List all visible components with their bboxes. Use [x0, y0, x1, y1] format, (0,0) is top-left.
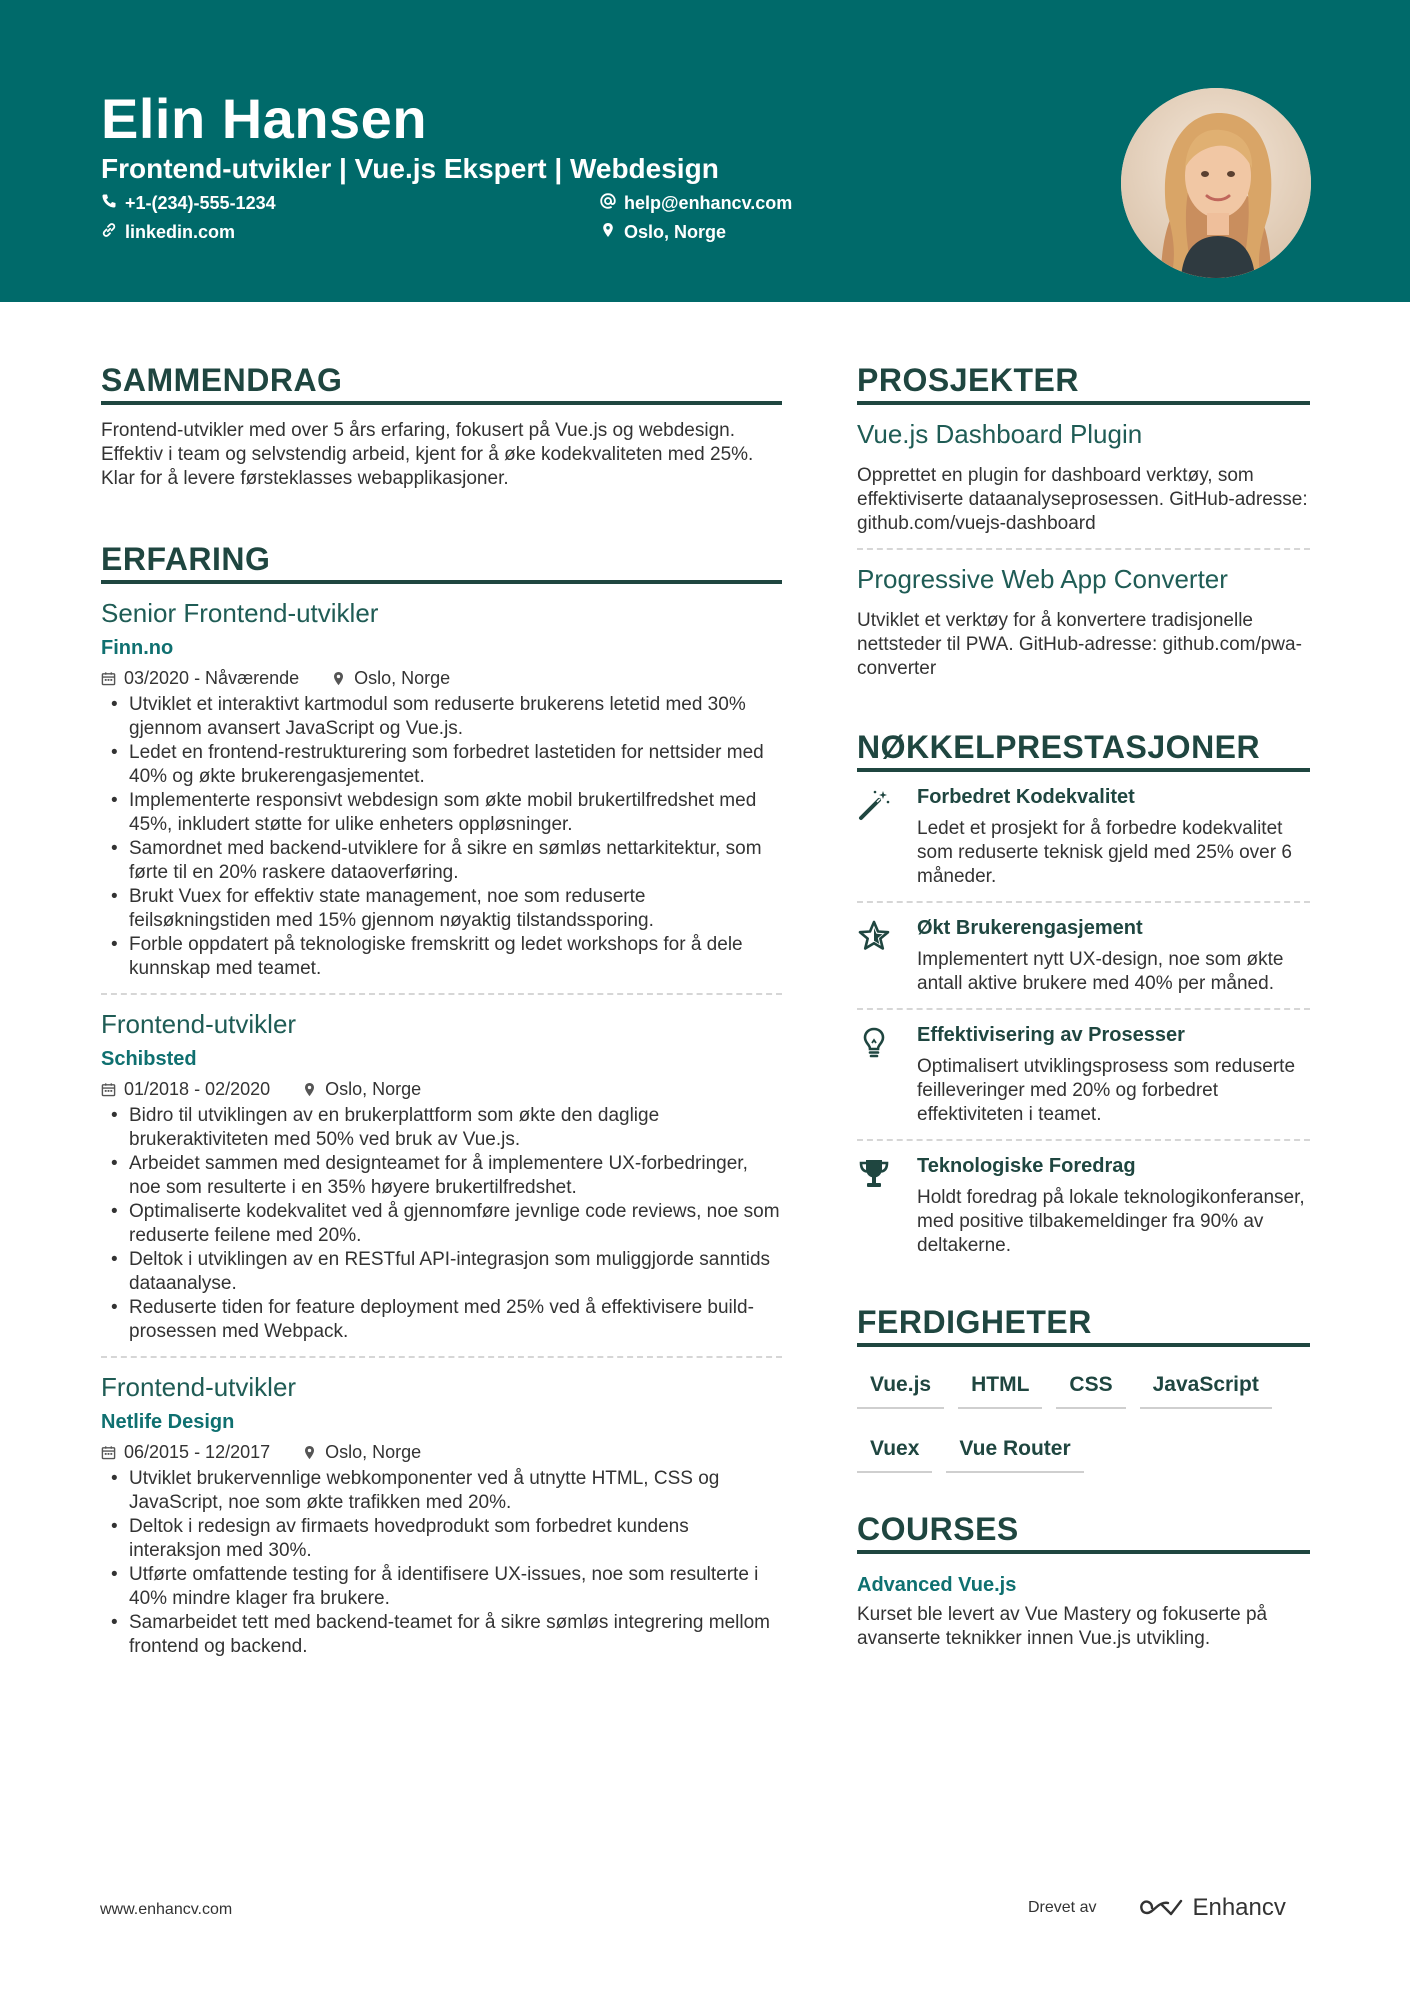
contact-phone: [101, 193, 276, 214]
divider: [857, 1008, 1310, 1010]
project-entry: [857, 419, 1310, 550]
experience-section: [101, 541, 782, 1659]
bullet-item: • Implementerte responsivt webdesign som økte mobil brukertilfredshet med 45%, inkludert støtte for ulike enheters oppløsninger.: [101, 789, 782, 837]
summary-text: Frontend-utvikler med over 5 års erfaring, fokusert på Vue.js og webdesign. Effektiv i team og selvstendig arbeid, kjent for å øke kodekvaliteten med 25%. Klar for å levere førsteklasses webapplikasjoner.: [101, 420, 754, 489]
achievement-title: Teknologiske Foredrag: [917, 1155, 1136, 1177]
project-desc: Utviklet et verktøy for å konvertere tradisjonelle nettsteder til PWA. GitHub-adresse: github.com/pwa-converter: [857, 610, 1302, 679]
achievement-item: [857, 1155, 1310, 1258]
achievement-item: [857, 1024, 1310, 1127]
projects-section: [857, 362, 1310, 681]
skill-tag: HTML: [958, 1365, 1042, 1409]
achievement-item: [857, 786, 1310, 889]
star-icon: [857, 917, 917, 996]
skill-tag: CSS: [1056, 1365, 1125, 1409]
skill-tag: Vue.js: [857, 1365, 944, 1409]
company-name: Netlife Design: [101, 1411, 235, 1433]
divider: [857, 1139, 1310, 1141]
job-dates: [101, 1079, 270, 1100]
company-name: Schibsted: [101, 1048, 197, 1070]
calendar-icon: [101, 1445, 116, 1460]
courses-heading: COURSES: [857, 1511, 1310, 1554]
header: [0, 0, 1410, 302]
skills-heading: FERDIGHETER: [857, 1304, 1310, 1347]
bullet-item: • Bidro til utviklingen av en brukerplattform som økte den daglige brukeraktiviteten med 50% ved bruk av Vue.js.: [101, 1104, 782, 1152]
bullet-item: • Reduserte tiden for feature deployment med 25% ved å effektivisere build-prosessen med Webpack.: [101, 1296, 782, 1344]
brand-name: Enhancv: [1192, 1894, 1286, 1921]
job-dates-text: 01/2018 - 02/2020: [124, 1079, 271, 1099]
job-meta: [101, 1442, 782, 1463]
job-location-text: Oslo, Norge: [325, 1442, 422, 1462]
job-location: [331, 668, 450, 689]
achievement-desc: Implementert nytt UX-design, noe som økte antall aktive brukere med 40% per måned.: [917, 949, 1284, 994]
project-title: Progressive Web App Converter: [857, 564, 1228, 594]
divider: [857, 901, 1310, 903]
bullet-item: • Samarbeidet tett med backend-teamet for å sikre sømløs integrering mellom frontend og backend.: [101, 1611, 782, 1659]
projects-heading: PROSJEKTER: [857, 362, 1310, 405]
footer-url[interactable]: www.enhancv.com: [100, 1901, 233, 1918]
bullet-item: • Utviklet et interaktivt kartmodul som reduserte brukerens letetid med 30% gjennom avansert JavaScript og Vue.js.: [101, 693, 782, 741]
linkedin-text[interactable]: linkedin.com: [125, 222, 236, 242]
job-meta: [101, 1079, 782, 1100]
candidate-name: Elin Hansen: [101, 87, 428, 150]
left-column: [101, 362, 782, 1659]
bullet-item: • Brukt Vuex for effektiv state management, noe som reduserte feilsøkningstiden med 15% gjennom nøyaktig tilstandssporing.: [101, 885, 782, 933]
bullet-item: • Forble oppdatert på teknologiske fremskritt og ledet workshops for å dele kunnskap med teamet.: [101, 933, 782, 981]
job-bullets: [101, 1104, 782, 1344]
profile-photo: [1121, 88, 1311, 278]
calendar-icon: [101, 671, 116, 686]
bullet-item: • Ledet en frontend-restrukturering som forbedret lastetiden for nettsider med 40% og økte brukerengasjementet.: [101, 741, 782, 789]
location-pin-icon: [302, 1445, 317, 1460]
job-title: Senior Frontend-utvikler: [101, 598, 379, 628]
job-dates-text: 06/2015 - 12/2017: [124, 1442, 271, 1462]
achievement-item: [857, 917, 1310, 996]
job-bullets: [101, 1467, 782, 1659]
location-pin-icon: [331, 671, 346, 686]
bullet-item: • Deltok i utviklingen av en RESTful API-integrasjon som muliggjorde sanntids dataanalyse.: [101, 1248, 782, 1296]
link-icon: [101, 222, 117, 243]
calendar-icon: [101, 1082, 116, 1097]
lightbulb-icon: [857, 1024, 917, 1127]
at-icon: [600, 193, 616, 214]
job-title: Frontend-utvikler: [101, 1009, 297, 1039]
skill-tag: Vue Router: [946, 1429, 1083, 1473]
enhancv-logo-icon: [1138, 1896, 1184, 1920]
job-location: [302, 1079, 421, 1100]
right-column: [857, 362, 1310, 1651]
achievement-title: Forbedret Kodekvalitet: [917, 786, 1135, 808]
achievement-title: Effektivisering av Prosesser: [917, 1024, 1185, 1046]
candidate-tagline: Frontend-utvikler | Vue.js Ekspert | Webdesign: [101, 153, 719, 184]
job-entry: [101, 1372, 782, 1659]
project-entry: [857, 564, 1310, 681]
job-location-text: Oslo, Norge: [325, 1079, 422, 1099]
powered-by-label: Drevet av: [1028, 1899, 1097, 1916]
skill-tag: JavaScript: [1140, 1365, 1272, 1409]
summary-section: [101, 362, 782, 491]
achievement-desc: Ledet et prosjekt for å forbedre kodekvalitet som reduserte teknisk gjeld med 25% over 6 måneder.: [917, 818, 1292, 887]
courses-section: [857, 1511, 1310, 1651]
skills-list: [857, 1365, 1310, 1493]
achievement-desc: Optimalisert utviklingsprosess som reduserte feilleveringer med 20% og forbedret effektiviteten i teamet.: [917, 1056, 1296, 1125]
achievement-title: Økt Brukerengasjement: [917, 917, 1143, 939]
location-pin-icon: [600, 222, 616, 243]
trophy-icon: [857, 1155, 917, 1258]
achievements-section: [857, 729, 1310, 1258]
skills-section: [857, 1304, 1310, 1493]
course-desc: Kurset ble levert av Vue Mastery og fokuserte på avanserte teknikker innen Vue.js utvikling.: [857, 1604, 1268, 1649]
phone-text[interactable]: +1-(234)-555-1234: [125, 193, 276, 213]
divider: [101, 1356, 782, 1358]
footer-branding: [1028, 1894, 1286, 1922]
location-text: Oslo, Norge: [624, 222, 727, 242]
job-bullets: [101, 693, 782, 981]
job-title: Frontend-utvikler: [101, 1372, 297, 1402]
brand-logo[interactable]: [1138, 1894, 1285, 1922]
job-dates-text: 03/2020 - Nåværende: [124, 668, 300, 688]
location-pin-icon: [302, 1082, 317, 1097]
bullet-item: • Samordnet med backend-utviklere for å sikre en sømløs nettarkitektur, som førte til en 20% raskere dataoverføring.: [101, 837, 782, 885]
bullet-item: • Optimaliserte kodekvalitet ved å gjennomføre jevnlige code reviews, noe som reduserte feilene med 20%.: [101, 1200, 782, 1248]
job-location: [302, 1442, 421, 1463]
job-entry: [101, 1009, 782, 1358]
job-entry: [101, 598, 782, 995]
contact-location: [600, 222, 726, 243]
magic-wand-icon: [857, 786, 917, 889]
bullet-item: • Arbeidet sammen med designteamet for å implementere UX-forbedringer, noe som resulterte i en 35% høyere brukertilfredshet.: [101, 1152, 782, 1200]
contact-linkedin: [101, 222, 235, 243]
phone-icon: [101, 193, 117, 214]
company-name: Finn.no: [101, 637, 174, 659]
summary-heading: SAMMENDRAG: [101, 362, 782, 405]
bullet-item: • Utviklet brukervennlige webkomponenter ved å utnytte HTML, CSS og JavaScript, noe som økte trafikken med 20%.: [101, 1467, 782, 1515]
email-text[interactable]: help@enhancv.com: [624, 193, 793, 213]
job-dates: [101, 1442, 270, 1463]
achievement-desc: Holdt foredrag på lokale teknologikonferanser, med positive tilbakemeldinger fra 90% av deltakerne.: [917, 1187, 1305, 1256]
experience-heading: ERFARING: [101, 541, 782, 584]
bullet-item: • Utførte omfattende testing for å identifisere UX-issues, noe som resulterte i 40% mindre klager fra brukere.: [101, 1563, 782, 1611]
skill-tag: Vuex: [857, 1429, 932, 1473]
job-location-text: Oslo, Norge: [354, 668, 451, 688]
contact-email: [600, 193, 792, 214]
divider: [857, 548, 1310, 550]
project-desc: Opprettet en plugin for dashboard verktøy, som effektiviserte dataanalyseprosessen. GitHub-adresse: github.com/vuejs-dashboard: [857, 465, 1308, 534]
project-title: Vue.js Dashboard Plugin: [857, 419, 1143, 449]
course-title: Advanced Vue.js: [857, 1574, 1017, 1596]
job-dates: [101, 668, 299, 689]
divider: [101, 993, 782, 995]
job-meta: [101, 668, 782, 689]
achievements-heading: NØKKELPRESTASJONER: [857, 729, 1310, 772]
bullet-item: • Deltok i redesign av firmaets hovedprodukt som forbedret kundens interaksjon med 30%.: [101, 1515, 782, 1563]
